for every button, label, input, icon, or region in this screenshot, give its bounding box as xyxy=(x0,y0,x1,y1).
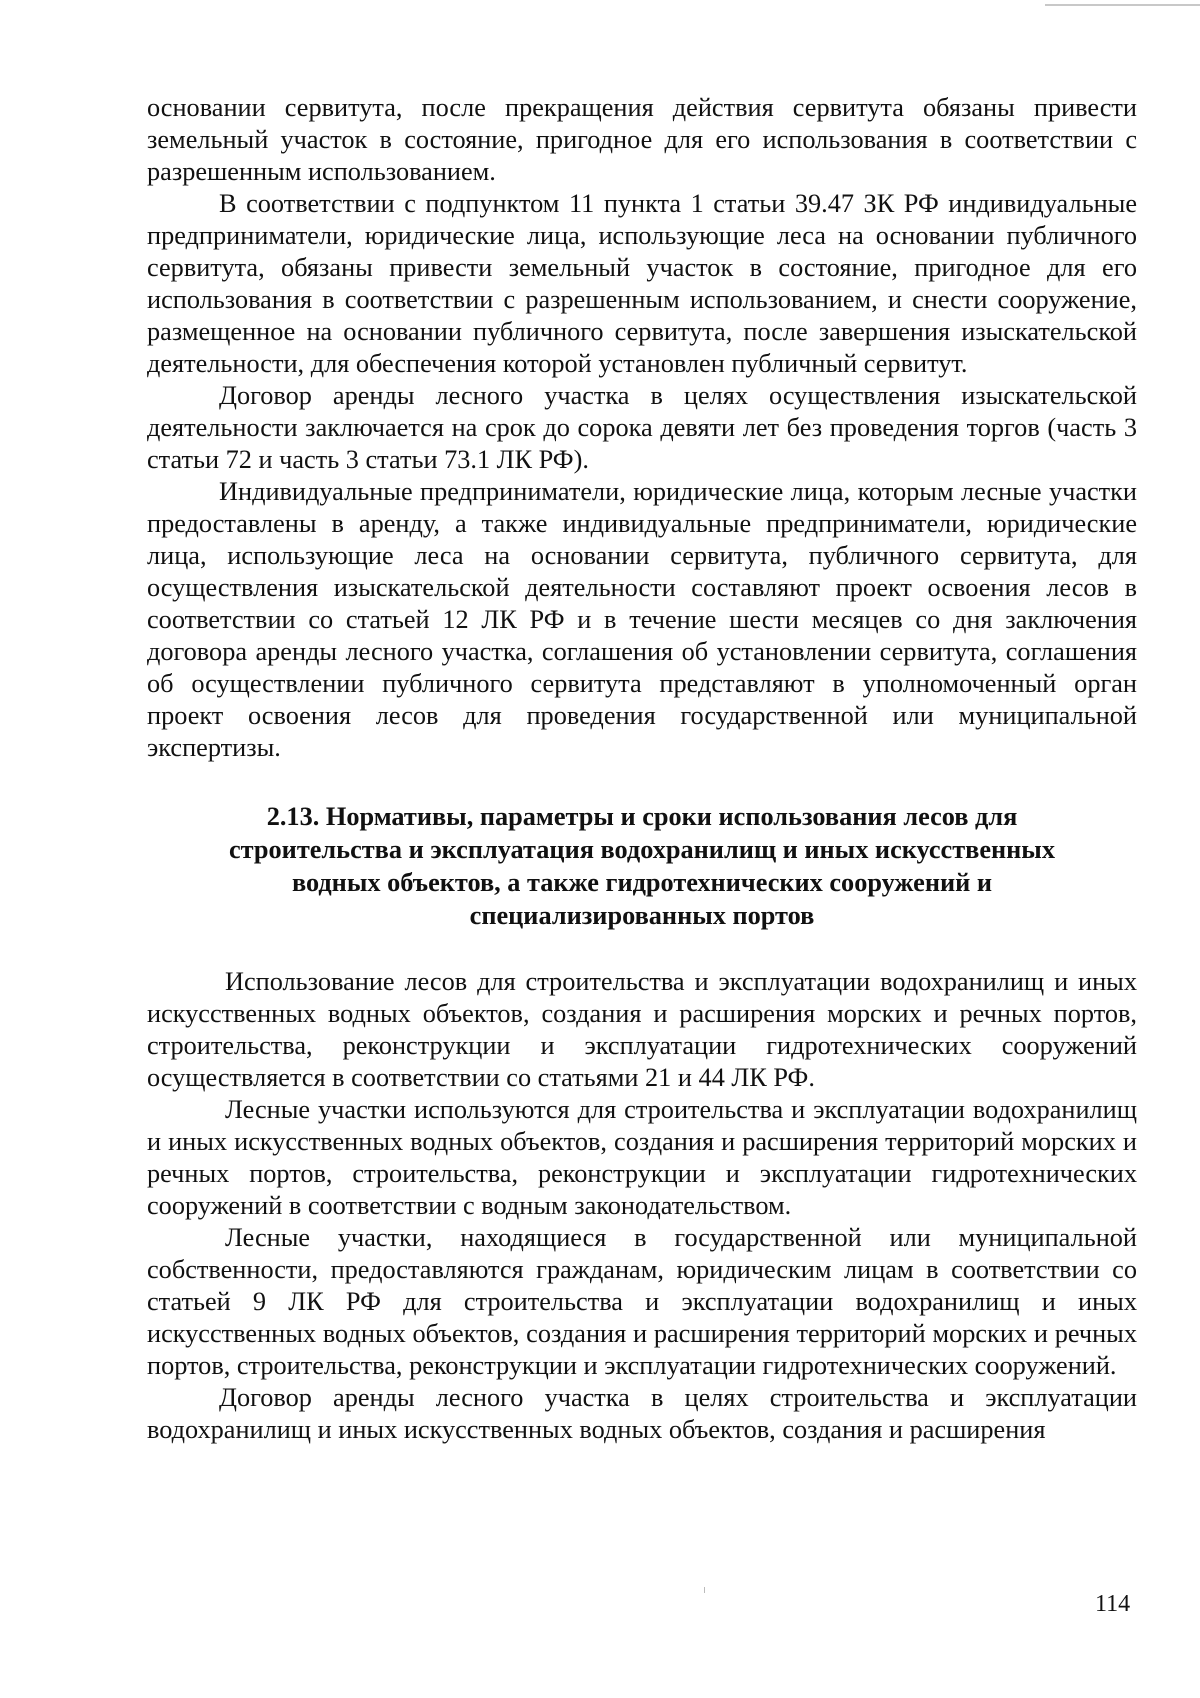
paragraph-public-servitude: В соответствии с подпунктом 11 пункта 1 статьи 39.47 ЗК РФ индивидуальные предприниматели, юридические лица, использующие леса на основании публичного сервитута, обязаны привести земельный участок в состояние, пригодное для его использования в соответствии с разрешенным использованием, и снести сооружение, размещенное на основании публичного сервитута, после завершения изыскательской деятельности, для обеспечения которой установлен публичный сервитут. xyxy=(147,189,1137,378)
scan-edge-mark xyxy=(1045,4,1200,6)
paragraph-forest-use-reservoirs: Использование лесов для строительства и эксплуатации водохранилищ и иных искусственных водных объектов, создания и расширения морских и речных портов, строительства, реконструкции и эксплуатации гидротехнических сооружений осуществляется в соответствии со статьями 21 и 44 ЛК РФ. xyxy=(147,967,1137,1092)
paragraph-lease-agreement: Договор аренды лесного участка в целях строительства и эксплуатации водохранилищ и иных искусственных водных объектов, создания и расширения xyxy=(147,1383,1137,1444)
page-content xyxy=(147,92,1137,1446)
paragraph-forest-development-project: Индивидуальные предприниматели, юридические лица, которым лесные участки предоставлены в аренду, а также индивидуальные предприниматели, юридические лица, использующие леса на основании сервитута, публичного сервитута, для осуществления изыскательской деятельности составляют проект освоения лесов в соответствии со статьей 12 ЛК РФ и в течение шести месяцев со дня заключения договора аренды лесного участка, соглашения об установлении сервитута, соглашения об осуществлении публичного сервитута представляют в уполномоченный орган проект освоения лесов для проведения государственной или муниципальной экспертизы. xyxy=(147,477,1137,762)
paragraph-state-property-plots: Лесные участки, находящиеся в государственной или муниципальной собственности, предоставляются гражданам, юридическим лицам в соответствии со статьей 9 ЛК РФ для строительства и эксплуатации водохранилищ и иных искусственных водных объектов, создания и расширения территорий морских и речных портов, строительства, реконструкции и эксплуатации гидротехнических сооружений. xyxy=(147,1223,1137,1380)
paragraph-lease-term: Договор аренды лесного участка в целях осуществления изыскательской деятельности заключается на срок до сорока девяти лет без проведения торгов (часть 3 статьи 72 и часть 3 статьи 73.1 ЛК РФ). xyxy=(147,381,1137,474)
section-heading: 2.13. Нормативы, параметры и сроки использования лесов для строительства и эксплуатация водохранилищ и иных искусственных водных объектов, а также гидротехнических сооружений и специализированных портов xyxy=(229,802,1055,930)
scan-speck xyxy=(704,1587,705,1593)
page-number: 114 xyxy=(1095,1591,1131,1617)
paragraph-land-plots-usage: Лесные участки используются для строительства и эксплуатации водохранилищ и иных искусственных водных объектов, создания и расширения территорий морских и речных портов, строительства, реконструкции и эксплуатации гидротехнических сооружений в соответствии с водным законодательством. xyxy=(147,1095,1137,1220)
paragraph-continuation: основании сервитута, после прекращения действия сервитута обязаны привести земельный участок в состояние, пригодное для его использования в соответствии с разрешенным использованием. xyxy=(147,93,1137,186)
